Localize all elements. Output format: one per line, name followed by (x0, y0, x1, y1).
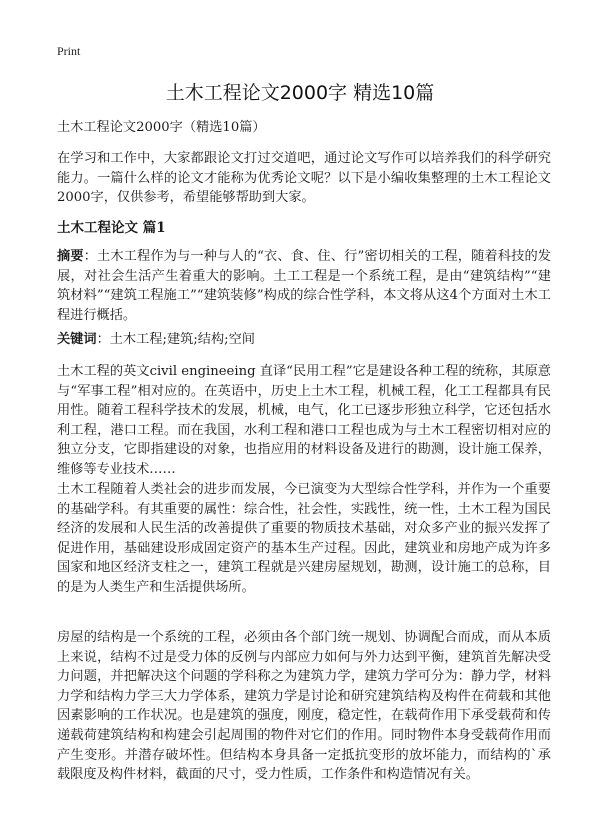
intro-paragraph: 在学习和工作中，大家都跟论文打过交道吧，通过论文写作可以培养我们的科学研究能力。一篇什么样的论文才能称为优秀论文呢？以下是小编收集整理的土木工程论文2000字，仅供参考，希望能够帮助到大家。 (57, 151, 551, 206)
print-link[interactable]: Print (57, 44, 81, 58)
page-title: 土木工程论文2000字 精选10篇 (165, 82, 435, 104)
keywords-label: 关键词 (57, 332, 97, 347)
document-subtitle: 土木工程论文2000字（精选10篇） (57, 120, 266, 135)
body-paragraph: 土木工程随着人类社会的进步而发展，今已演变为大型综合性学科，并作为一个重要的基础学科。有其重要的属性：综合性，社会性，实践性，统一性，土木工程为国民经济的发展和人民生活的改善提供了重要的物质技术基础，对众多产业的振兴发挥了促进作用，基础建设形成固定资产的基本生产过程。因此，建筑业和房地产成为许多国家和地区经济支柱之一，建筑工程就是兴建房屋规划，勘测，设计施工的总称，目的是为人类生产和生活提供场所。 (57, 482, 551, 595)
body-paragraph: 土木工程的英文civil engineeing 直译“民用工程”它是建设各种工程的统称，其原意与“军事工程”相对应的。在英语中，历史上土木工程，机械工程，化工工程都具有民用性。随着工程科学技术的发展，机械，电气，化工已逐步形独立科学，它还包括水利工程，港口工程。而在我国，水利工程和港口工程也成为与土木工程密切相对应的独立分支，它即指建设的对象，也指应用的材料设备及进行的勘测，设计施工保养，维修等专业技术…… (57, 364, 551, 477)
keywords-text: ：土木工程;建筑;结构;空间 (96, 332, 255, 347)
body-paragraph: 房屋的结构是一个系统的工程，必须由各个部门统一规划、协调配合而成，而从本质上来说，结构不过是受力体的反例与内部应力如何与外力达到平衡，建筑首先解决受力问题，并把解决这个问题的学科称之为建筑力学，建筑力学可分为：静力学，材料力学和结构力学三大力学体系，建筑力学是讨论和研究建筑结构及构件在荷载和其他因素影响的工作状况。也是建筑的强度，刚度，稳定性，在载荷作用下承受载荷和传递载荷建筑结构和构建会引起周围的物件对它们的作用。同时物件本身受载荷作用而产生变形。并潜存破坏性。但结构本身具备一定抵抗变形的放坏能力，而结构的`承载限度及构件材料，截面的尺寸，受力性质，工作条件和构造情况有关。 (57, 630, 551, 783)
section-heading: 土木工程论文 篇1 (57, 220, 166, 236)
abstract-label: 摘要 (57, 249, 84, 264)
keywords-paragraph (57, 330, 551, 350)
abstract-text: ：土木工程作为与一种与人的“衣、食、住、行”密切相关的工程，随着科技的发展，对社会生活产生着重大的影响。土工工程是一个系统工程，是由“建筑结构”“建筑材料”“建筑工程施工”“建筑装修”构成的综合性学科，本文将从这4个方面对土木工程进行概括。 (57, 249, 551, 323)
abstract-paragraph (57, 247, 551, 325)
